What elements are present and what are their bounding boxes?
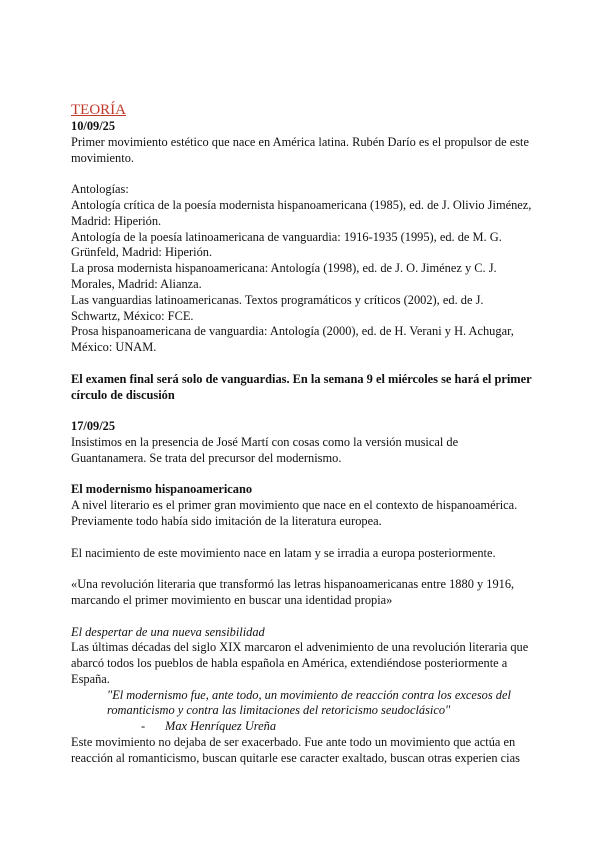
anthology-item: Prosa hispanoamericana de vanguardia: Antología (2000), ed. de H. Verani y H. Achugar, México: UNAM. (71, 324, 514, 355)
quote-author (71, 719, 533, 735)
section-heading-despertar: El despertar de una nueva sensibilidad (71, 624, 265, 639)
quote-paragraph: «Una revolución literaria que transformó las letras hispanoamericanas entre 1880 y 1916, marcando el primer movimiento en buscar una identidad propia» (71, 577, 515, 607)
paragraph: Este movimiento no dejaba de ser exacerbado. Fue ante todo un movimiento que actúa en reacción al romanticismo, buscan quitarle ese caracter exaltado, buscan otras experien cias (71, 735, 520, 765)
page-title: TEORÍA (71, 102, 126, 118)
paragraph: Las últimas décadas del siglo XIX marcaron el advenimiento de una revolución literaria que abarcó todos los pueblos de habla española en América, extendiéndose posteriormente a España. (71, 640, 529, 686)
paragraph: A nivel literario es el primer gran movimiento que nace en el contexto de hispanoamérica. Previamente todo había sido imitación de la literatura europea. (71, 498, 518, 528)
paragraph: El nacimiento de este movimiento nace en latam y se irradia a europa posteriormente. (71, 545, 496, 560)
entry-text-1: Primer movimiento estético que nace en América latina. Rubén Darío es el propulsor de este movimiento. (71, 134, 529, 165)
section-heading-modernismo: El modernismo hispanoamericano (71, 482, 253, 497)
anthology-item: Antología de la poesía latinoamericana de vanguardia: 1916-1935 (1995), ed. de M. G. Grünfeld, Madrid: Hiperión. (71, 229, 502, 260)
author-dash: - (141, 719, 146, 734)
document-page (71, 101, 533, 767)
author-name: Max Henríquez Ureña (165, 719, 277, 734)
anthology-item: Las vanguardias latinoamericanas. Textos programáticos y críticos (2002), ed. de J. Schwartz, México: FCE. (71, 292, 484, 323)
entry-text-2: Insistimos en la presencia de José Martí con cosas como la versión musical de Guantanamera. Se trata del precursor del modernismo. (71, 434, 459, 465)
anthology-item: Antología crítica de la poesía modernista hispanoamericana (1985), ed. de J. Olivio Jiménez, Madrid: Hiperión. (71, 197, 532, 228)
anthology-item: La prosa modernista hispanoamericana: Antología (1998), ed. de J. O. Jiménez y C. J. Morales, Madrid: Alianza. (71, 261, 497, 291)
block-quote: "El modernismo fue, ante todo, un movimiento de reacción contra los excesos del romanticismo y contra las limitaciones del retoricismo seudoclásico" (107, 687, 511, 718)
anthologies-heading: Antologías: (71, 182, 129, 197)
exam-note: El examen final será solo de vanguardias. En la semana 9 el miércoles se hará el primer círculo de discusión (71, 371, 532, 402)
entry-date-1: 10/09/25 (71, 119, 116, 133)
entry-date-2: 17/09/25 (71, 419, 116, 434)
